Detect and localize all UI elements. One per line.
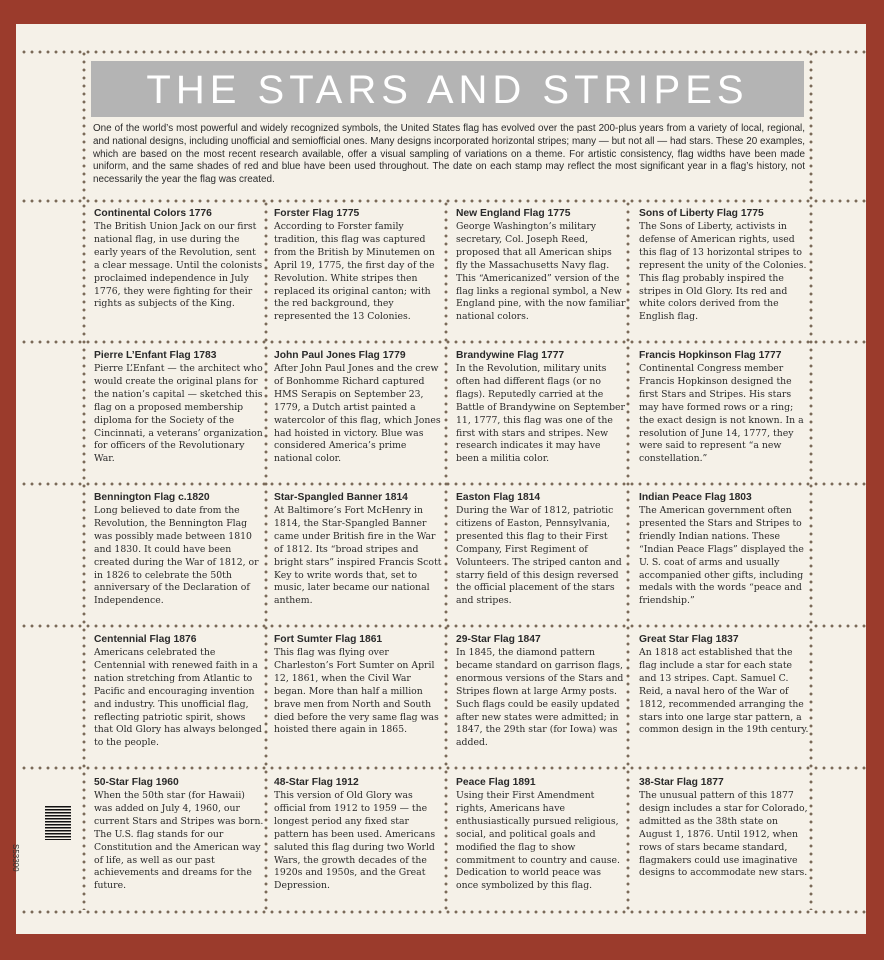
plate-number: S53300 [11, 844, 20, 872]
stamp-description: The Sons of Liberty, activists in defense of American rights, used this flag of 13 horizontal stripes to represent the unity of the Colonies. This flag probably inspired the stripes in Old Glory. Its red and white colors derived from the English flag. [639, 221, 807, 323]
barcode [45, 806, 71, 840]
stamp-description: When the 50th star (for Hawaii) was added on July 4, 1960, our current Stars and Stripes was born. The U.S. flag stands for our Constitution and the American way of life, as well as our past achievements and dreams for the future. [94, 790, 264, 892]
stamp-description: Pierre L’Enfant — the architect who would create the original plans for the nation’s capital — sketched this flag on a proposed membership diploma for the Society of the Cincinnati, a veterans’ organization for officers of the Revolutionary War. [94, 363, 263, 465]
stamp-centennial-flag [94, 633, 264, 765]
stamp-description: An 1818 act established that the flag include a star for each state and 13 stripes. Capt. Samuel C. Reid, a naval hero of the War of 1812, recommended arranging the stars into one large star pattern, a common design in the 19th century. [639, 647, 809, 736]
stamp-50-star-flag [94, 776, 264, 908]
perforation-col-1 [264, 200, 268, 910]
perforation-row-4 [20, 624, 866, 628]
stamp-description: Americans celebrated the Centennial with renewed faith in a nation stretching from Atlantic to Pacific and encouraging invention and industry. This unofficial flag, reflecting patriotic spirit, shows that Old Glory has always belonged to the people. [94, 647, 262, 749]
stamp-description: Long believed to date from the Revolution, the Bennington Flag was possibly made between 1810 and 1830. It could have been created during the War of 1812, or in 1826 to celebrate the 50th anniversary of the Declaration of Independence. [94, 505, 259, 607]
stamp-description: During the War of 1812, patriotic citizens of Easton, Pennsylvania, presented this flag to their First Company, First Regiment of Volunteers. The striped canton and starry field of this design reversed the official placement of the stars and stripes. [456, 505, 622, 607]
stamp-title: 29-Star Flag 1847 [456, 634, 541, 645]
stamp-sons-of-liberty-flag [639, 207, 809, 339]
stamp-bennington-flag [94, 491, 264, 623]
perforation-left [82, 50, 86, 910]
stamp-title: Pierre L’Enfant Flag 1783 [94, 350, 217, 361]
intro-paragraph: One of the world’s most powerful and widely recognized symbols, the United States flag has evolved over the past 200-plus years from a variety of local, regional, and national designs, including unofficial and semiofficial ones. Many designs incorporated horizontal stripes; many — but not all — had stars. These 20 examples, which are based on the most recent research available, offer a visual sampling of variations on a theme. For artistic consistency, flag widths have been made uniform, and the same shades of red and blue have been used throughout. The date on each stamp may reflect the most significant year in a flag’s history, not necessarily the year the flag was created. [93, 123, 805, 186]
stamp-title: New England Flag 1775 [456, 208, 571, 219]
stamp-description: The American government often presented the Stars and Stripes to friendly Indian nations. These “Indian Peace Flags” displayed the U. S. coat of arms and usually accompanied other gifts, including medals with the words “peace and friendship.” [639, 505, 804, 607]
stamp-title: Sons of Liberty Flag 1775 [639, 208, 764, 219]
stamp-title: 48-Star Flag 1912 [274, 777, 359, 788]
stamp-title: Peace Flag 1891 [456, 777, 536, 788]
stamp-title: Francis Hopkinson Flag 1777 [639, 350, 782, 361]
stamp-description: According to Forster family tradition, this flag was captured from the British by Minutemen on April 19, 1775, the first day of the Revolution. White stripes then replaced its original canton; with the red background, they represented the 13 Colonies. [274, 221, 435, 323]
stamp-brandywine-flag [456, 349, 626, 481]
stamp-38-star-flag [639, 776, 809, 908]
stamp-continental-colors [94, 207, 264, 339]
stamp-title: John Paul Jones Flag 1779 [274, 350, 406, 361]
stamp-title: Continental Colors 1776 [94, 208, 212, 219]
stamp-description: In the Revolution, military units often had different flags (or no flags). Reputedly carried at the Battle of Brandywine on September 11, 1777, this flag was one of the first with stars and stripes. New research indicates it may have been a militia color. [456, 363, 625, 465]
stamp-title: Forster Flag 1775 [274, 208, 360, 219]
stamp-fort-sumter-flag [274, 633, 444, 765]
stamp-new-england-flag [456, 207, 626, 339]
stamp-title: Star-Spangled Banner 1814 [274, 492, 408, 503]
stamp-star-spangled-banner [274, 491, 444, 623]
title-banner [91, 61, 804, 117]
stamp-description: After John Paul Jones and the crew of Bonhomme Richard captured HMS Serapis on September 23, 1779, a Dutch artist painted a watercolor of this flag, which Jones had hoisted in victory. Blue was considered America’s prime national color. [274, 363, 441, 465]
stamp-description: At Baltimore’s Fort McHenry in 1814, the Star-Spangled Banner came under British fire in the War of 1812. Its “broad stripes and bright stars” inspired Francis Scott Key to write words that, set to music, later became our national anthem. [274, 505, 442, 607]
stamp-forster-flag [274, 207, 444, 339]
stamp-description: In 1845, the diamond pattern became standard on garrison flags, enormous versions of the Stars and Stripes flown at large Army posts. Such flags could be easily updated after new states were admitted; in 1847, the 29th star (for Iowa) was added. [456, 647, 624, 749]
stamp-title: 38-Star Flag 1877 [639, 777, 724, 788]
stamp-pierre-lenfant-flag [94, 349, 264, 481]
stamp-title: Bennington Flag c.1820 [94, 492, 210, 503]
stamp-description: This version of Old Glory was official from 1912 to 1959 — the longest period any fixed star pattern has been used. Americans saluted this flag during two World Wars, the growth decades of the 1920s and 1950s, and the Great Depression. [274, 790, 436, 892]
stamp-peace-flag [456, 776, 626, 908]
stamp-title: Centennial Flag 1876 [94, 634, 197, 645]
perforation-row-2 [20, 340, 866, 344]
stamp-title: Fort Sumter Flag 1861 [274, 634, 383, 645]
stamp-description: The unusual pattern of this 1877 design includes a star for Colorado, admitted as the 38th state on August 1, 1876. Until 1912, when rows of stars became standard, flagmakers could use imaginative designs to accommodate new stars. [639, 790, 808, 879]
stamp-description: This flag was flying over Charleston’s Fort Sumter on April 12, 1861, when the Civil War began. More than half a million brave men from North and South died before the very same flag was hoisted there again in 1865. [274, 647, 439, 736]
stamp-francis-hopkinson-flag [639, 349, 809, 481]
perforation-row-3 [20, 482, 866, 486]
perforation-row-5 [20, 766, 866, 770]
stamp-title: 50-Star Flag 1960 [94, 777, 179, 788]
stamp-description: Using their First Amendment rights, Americans have enthusiastically pursued religious, social, and political goals and modified the flag to show commitment to country and cause. Dedication to world peace was once symbolized by this flag. [456, 790, 620, 892]
stamp-description: The British Union Jack on our first national flag, in use during the early years of the Revolution, sent a clear message. Until the colonists proclaimed independence in July 1776, they were fighting for their rights as subjects of the King. [94, 221, 263, 310]
perforation-col-2 [444, 200, 448, 910]
perforation-top [20, 50, 866, 54]
stamp-description: George Washington’s military secretary, Col. Joseph Reed, proposed that all American ships fly the Massachusetts Navy flag. This “Americanized” version of the flag links a regional symbol, a New England pine, with the now familiar national colors. [456, 221, 626, 323]
stamp-title: Indian Peace Flag 1803 [639, 492, 752, 503]
stamp-indian-peace-flag [639, 491, 809, 623]
stamp-great-star-flag [639, 633, 809, 765]
perforation-bottom [20, 910, 866, 914]
perforation-right [809, 50, 813, 910]
stamp-29-star-flag [456, 633, 626, 765]
perforation-col-3 [626, 200, 630, 910]
stamp-description: Continental Congress member Francis Hopkinson designed the first Stars and Stripes. His stars may have formed rows or a ring; the exact design is not known. In a resolution of June 14, 1777, they were said to represent “a new constellation.” [639, 363, 804, 465]
stamp-title: Brandywine Flag 1777 [456, 350, 565, 361]
page-title: THE STARS AND STRIPES [146, 68, 749, 112]
stamp-title: Great Star Flag 1837 [639, 634, 739, 645]
stamp-john-paul-jones-flag [274, 349, 444, 481]
stamp-48-star-flag [274, 776, 444, 908]
perforation-row-1 [20, 199, 866, 203]
stamp-easton-flag [456, 491, 626, 623]
stamp-title: Easton Flag 1814 [456, 492, 541, 503]
